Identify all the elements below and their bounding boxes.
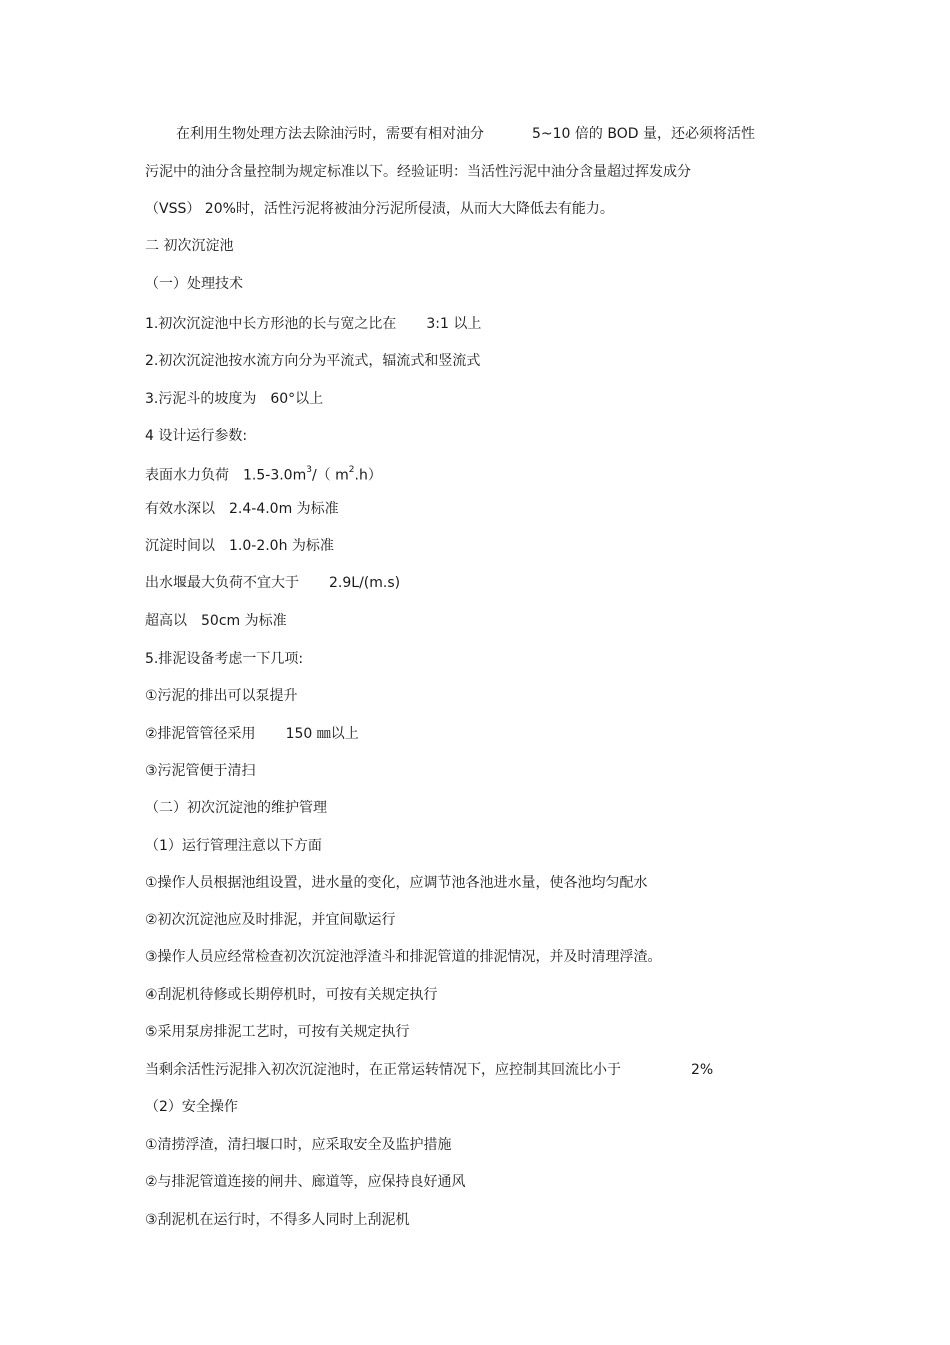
text: 出水堰最大负荷不宜大于 (145, 575, 299, 591)
list-item: ③污泥管便于清扫 (145, 763, 256, 779)
parameter-line (145, 499, 339, 519)
text: 60°以上 (270, 391, 324, 407)
text: 表面水力负荷 (145, 467, 229, 484)
text: 有效水深以 (145, 501, 215, 517)
text: 2.9L/(m.s) (329, 575, 401, 591)
parameter-line (145, 536, 334, 556)
subsection-heading: （二）初次沉淀池的维护管理 (145, 800, 327, 816)
list-item: 2.初次沉淀池按水流方向分为平流式，辐流式和竖流式 (145, 353, 481, 369)
list-item: ②与排泥管道连接的闸井、廊道等，应保持良好通风 (145, 1174, 466, 1190)
list-item: ③操作人员应经常检查初次沉淀池浮渣斗和排泥管道的排泥情况，并及时清理浮渣。 (145, 949, 662, 965)
text: /（ m (311, 467, 349, 484)
text: ②排泥管管径采用 (145, 726, 256, 742)
list-item: ③刮泥机在运行时，不得多人同时上刮泥机 (145, 1212, 410, 1228)
list-item: ①污泥的排出可以泵提升 (145, 688, 298, 704)
text: 1.5-3.0m (243, 467, 307, 484)
text: 当剩余活性污泥排入初次沉淀池时，在正常运转情况下，应控制其回流比小于 (145, 1062, 621, 1078)
text: 沉淀时间以 (145, 538, 215, 554)
parameter-line (145, 462, 382, 486)
list-item: ①操作人员根据池组设置，进水量的变化，应调节池各池进水量，使各池均匀配水 (145, 875, 648, 891)
paragraph-line (176, 124, 755, 144)
text: .h） (354, 467, 382, 484)
text: 3.污泥斗的坡度为 (145, 391, 257, 407)
text: 150 ㎜以上 (285, 726, 359, 742)
text: 5~10 倍的 BOD 量，还必须将活性 (532, 126, 755, 142)
text: 50cm 为标准 (201, 613, 287, 629)
list-item (145, 389, 323, 409)
paragraph-line (145, 1060, 713, 1080)
text: 2.4-4.0m 为标准 (229, 501, 339, 517)
superscript: 3 (306, 465, 312, 475)
list-item: ②初次沉淀池应及时排泥，并宜间歇运行 (145, 912, 396, 928)
paragraph-line: 污泥中的油分含量控制为规定标准以下。经验证明：当活性污泥中油分含量超过挥发成分 (145, 164, 691, 180)
list-item: 4 设计运行参数: (145, 428, 248, 444)
subsection-heading: （一）处理技术 (145, 276, 243, 292)
text: 超高以 (145, 613, 187, 629)
section-heading: 二 初次沉淀池 (145, 238, 234, 254)
superscript: 2 (348, 465, 355, 475)
parameter-line (145, 573, 400, 593)
list-item (145, 724, 359, 744)
list-item: ⑤采用泵房排泥工艺时，可按有关规定执行 (145, 1024, 410, 1040)
text: 2% (691, 1062, 714, 1078)
list-item: ①清捞浮渣，清扫堰口时，应采取安全及监护措施 (145, 1137, 452, 1153)
subsection-heading: （2）安全操作 (145, 1099, 238, 1115)
list-item: 5.排泥设备考虑一下几项: (145, 651, 304, 667)
list-item (145, 314, 481, 334)
text: 3:1 以上 (426, 316, 482, 332)
list-item: ④刮泥机待修或长期停机时，可按有关规定执行 (145, 987, 438, 1003)
paragraph-line: （VSS） 20%时，活性污泥将被油分污泥所侵渍，从而大大降低去有能力。 (145, 201, 614, 217)
text: 在利用生物处理方法去除油污时，需要有相对油分 (176, 126, 484, 142)
subsection-heading: （1）运行管理注意以下方面 (145, 838, 322, 854)
text: 1.初次沉淀池中长方形池的长与宽之比在 (145, 316, 397, 332)
parameter-line (145, 611, 287, 631)
text: 1.0-2.0h 为标准 (229, 538, 334, 554)
